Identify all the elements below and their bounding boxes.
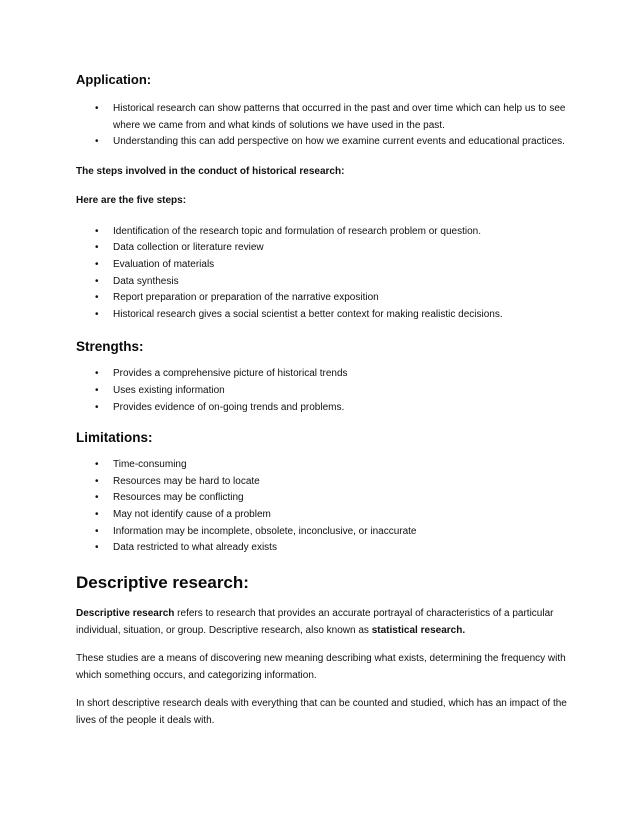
strengths-heading: Strengths: <box>76 339 144 355</box>
application-list <box>76 101 568 151</box>
bullet-icon: • <box>95 542 99 554</box>
bullet-icon: • <box>95 475 99 487</box>
five-steps-heading: Here are the five steps: <box>76 195 187 207</box>
bullet-icon: • <box>95 292 99 304</box>
descriptive-paragraph-2: These studies are a means of discovering new meaning describing what exists, determining the frequency with which something occurs, and categorizing information. <box>76 652 566 682</box>
steps-heading: The steps involved in the conduct of historical research: <box>76 165 345 177</box>
list-item: • Report preparation or preparation of the narrative exposition <box>95 290 568 307</box>
list-item: • Identification of the research topic and formulation of research problem or question. <box>95 224 568 241</box>
bullet-icon: • <box>95 308 99 320</box>
descriptive-research-heading: Descriptive research: <box>76 572 249 592</box>
five-steps-list <box>76 224 568 324</box>
statistical-research-term: statistical research. <box>371 625 466 637</box>
list-item: • Understanding this can add perspective on how we examine current events and educational practices. <box>95 134 568 151</box>
bullet-icon: • <box>95 103 99 114</box>
descriptive-paragraph-1: Descriptive research refers to research that provides an accurate portrayal of characteristics of a particular individual, situation, or group. Descriptive research, also known as statistical research. <box>76 607 554 637</box>
list-item: • May not identify cause of a problem <box>95 507 568 524</box>
list-item: • Time-consuming <box>95 457 568 474</box>
list-item: • Evaluation of materials <box>95 257 568 274</box>
list-item: • Resources may be conflicting <box>95 490 568 507</box>
limitations-list <box>76 457 568 557</box>
list-item: • Historical research can show patterns that occurred in the past and over time which can help us to see where we came from and what kinds of solutions we have used in the past. <box>95 103 566 131</box>
bullet-icon: • <box>95 368 99 380</box>
descriptive-paragraph-3: In short descriptive research deals with everything that can be counted and studied, which has an impact of the lives of the people it deals with. <box>76 697 567 727</box>
limitations-heading: Limitations: <box>76 430 153 446</box>
list-item: • Uses existing information <box>95 383 568 400</box>
bullet-icon: • <box>95 459 99 471</box>
application-heading: Application: <box>76 72 152 87</box>
list-item: • Provides evidence of on-going trends and problems. <box>95 400 568 417</box>
list-item: • Provides a comprehensive picture of historical trends <box>95 366 568 383</box>
strengths-list <box>76 366 568 416</box>
bullet-icon: • <box>95 225 99 237</box>
bullet-icon: • <box>95 275 99 287</box>
bullet-icon: • <box>95 242 99 254</box>
list-item: • Data restricted to what already exists <box>95 540 568 557</box>
bullet-icon: • <box>95 136 99 148</box>
descriptive-term: Descriptive research <box>76 607 175 619</box>
bullet-icon: • <box>95 492 99 504</box>
list-item: • Data collection or literature review <box>95 240 568 257</box>
bullet-icon: • <box>95 525 99 537</box>
bullet-icon: • <box>95 384 99 396</box>
list-item: • Information may be incomplete, obsolete, inconclusive, or inaccurate <box>95 524 568 541</box>
bullet-icon: • <box>95 401 99 413</box>
list-item: • Data synthesis <box>95 274 568 291</box>
bullet-icon: • <box>95 508 99 520</box>
list-item: • Resources may be hard to locate <box>95 474 568 491</box>
list-item: • Historical research gives a social scientist a better context for making realistic decisions. <box>95 307 568 324</box>
bullet-icon: • <box>95 258 99 270</box>
